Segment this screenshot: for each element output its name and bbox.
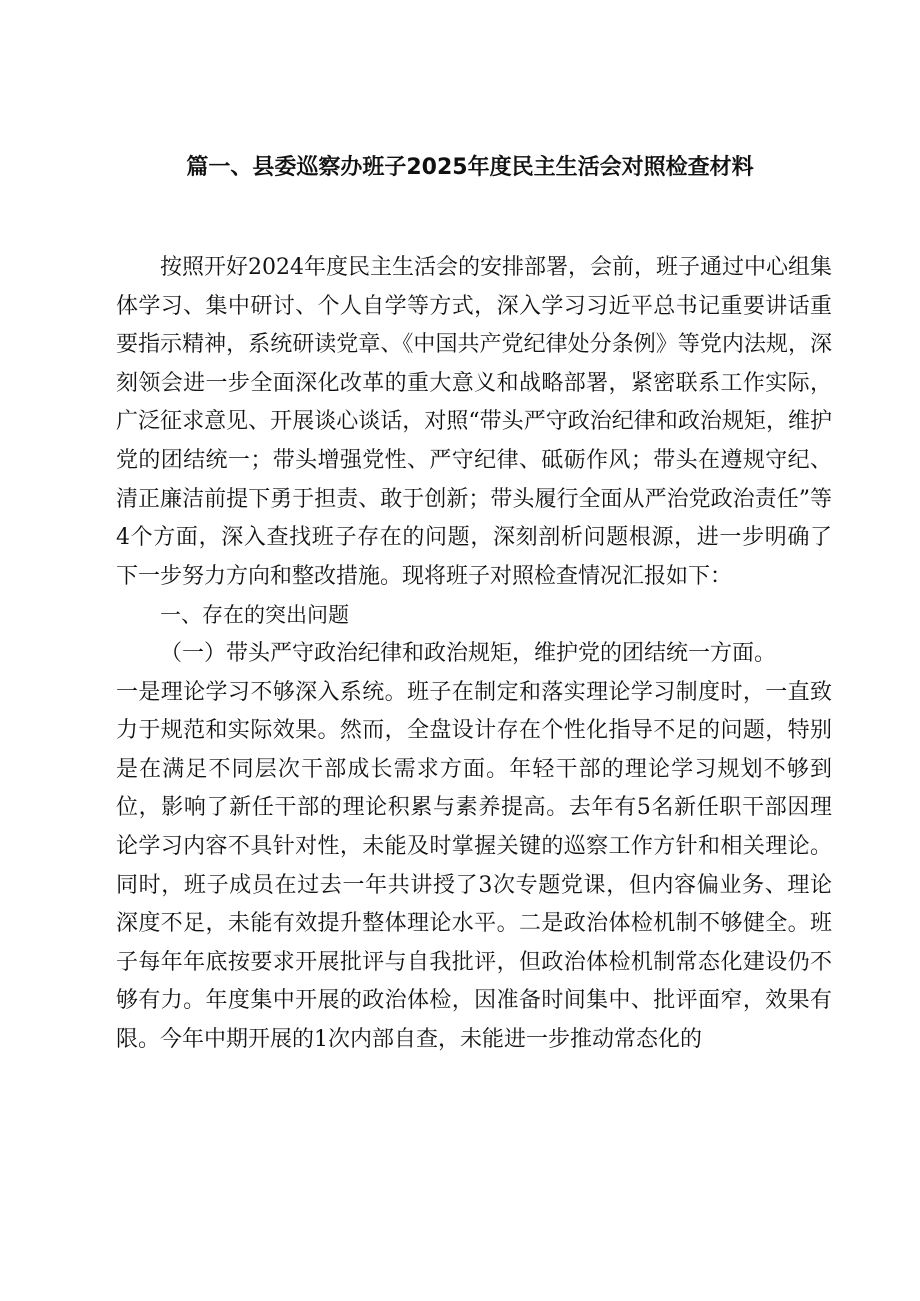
document-title: 篇一、县委巡察办班子2025年度民主生活会对照检查材料 xyxy=(186,155,754,180)
document-body xyxy=(116,249,832,1059)
intro-paragraph: 按照开好2024年度民主生活会的安排部署，会前，班子通过中心组集体学习、集中研讨、个人自学等方式，深入学习习近平总书记重要讲话重要指示精神，系统研读党章、《中国共产党纪律处分条例》等党内法规，深刻领会进一步全面深化改革的重大意义和战略部署，紧密联系工作实际，广泛征求意见、开展谈心谈话，对照“带头严守政治纪律和政治规矩，维护党的团结统一；带头增强党性、严守纪律、砥砺作风；带头在遵规守纪、清正廉洁前提下勇于担责、敢于创新；带头履行全面从严治党政治责任”等4个方面，深入查找班子存在的问题，深刻剖析问题根源，进一步明确了下一步努力方向和整改措施。现将班子对照检查情况汇报如下： xyxy=(116,255,832,589)
body-paragraph: 一是理论学习不够深入系统。班子在制定和落实理论学习制度时，一直致力于规范和实际效果。然而，全盘设计存在个性化指导不足的问题，特别是在满足不同层次干部成长需求方面。年轻干部的理论学习规划不够到位，影响了新任干部的理论积累与素养提高。去年有5名新任职干部因理论学习内容不具针对性，未能及时掌握关键的巡察工作方针和相关理论。同时，班子成员在过去一年共讲授了3次专题党课，但内容偏业务、理论深度不足，未能有效提升整体理论水平。二是政治体检机制不够健全。班子每年年底按要求开展批评与自我批评，但政治体检机制常态化建设仍不够有力。年度集中开展的政治体检，因准备时间集中、批评面窄，效果有限。今年中期开展的1次内部自查，未能进一步推动常态化的 xyxy=(116,679,832,1052)
subsection-heading: （一）带头严守政治纪律和政治规矩，维护党的团结统一方面。 xyxy=(160,640,777,666)
section-heading: 一、存在的突出问题 xyxy=(160,603,349,628)
